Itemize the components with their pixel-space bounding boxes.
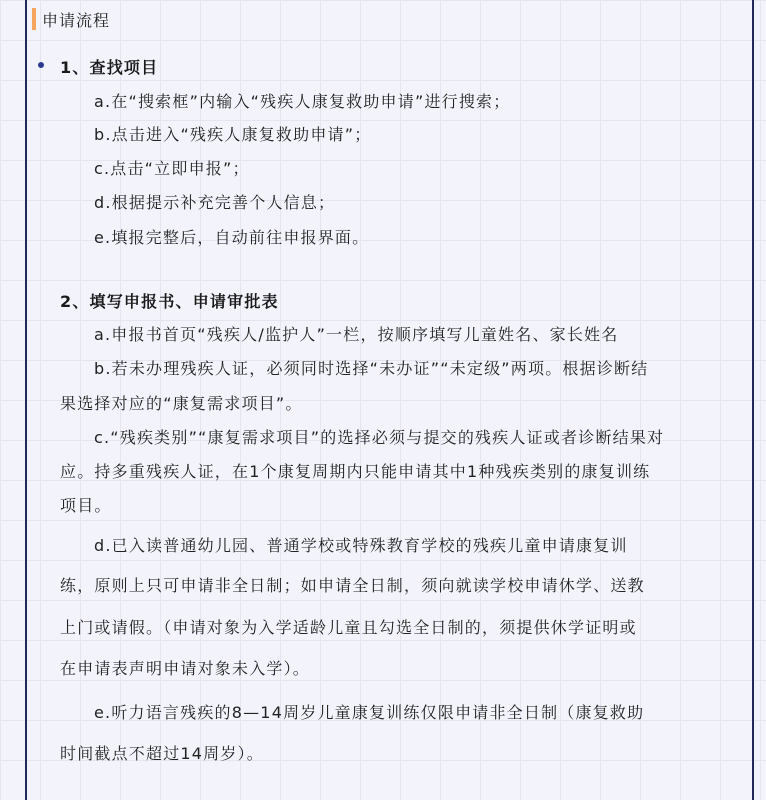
s2-line-d3: 上门或请假。（申请对象为入学适龄儿童且勾选全日制的，须提供休学证明或 [60, 618, 637, 637]
left-border [25, 0, 27, 800]
s1-line-c: c.点击“立即申报”； [94, 159, 250, 178]
section-1-title [60, 55, 158, 78]
s1-line-e: e.填报完整后，自动前往申报界面。 [94, 228, 370, 247]
section-1-title-text: 1、查找项目 [60, 58, 159, 77]
s2-line-d2: 练，原则上只可申请非全日制；如申请全日制，须向就读学校申请休学、送教 [60, 576, 645, 595]
bullet-icon [38, 62, 44, 68]
s2-line-e2: 时间截点不超过14周岁）。 [60, 744, 264, 763]
s1-line-a: a.在“搜索框”内输入“残疾人康复救助申请”进行搜索； [94, 92, 511, 111]
s2-line-c2: 应。持多重残疾人证，在1个康复周期内只能申请其中1种残疾类别的康复训练 [60, 462, 651, 481]
section-2-title: 2、填写申报书、申请审批表 [60, 292, 279, 311]
header-accent-bar [32, 8, 36, 30]
s2-line-c1: c.“残疾类别”“康复需求项目”的选择必须与提交的残疾人证或者诊断结果对 [94, 428, 665, 447]
s1-line-b: b.点击进入“残疾人康复救助申请”； [94, 125, 372, 144]
s2-line-a: a.申报书首页“残疾人/监护人”一栏，按顺序填写儿童姓名、家长姓名 [94, 325, 619, 344]
s2-line-b1: b.若未办理残疾人证，必须同时选择“未办证”“未定级”两项。根据诊断结 [94, 359, 649, 378]
section-header [28, 6, 110, 32]
s2-line-b2: 果选择对应的“康复需求项目”。 [60, 394, 303, 413]
right-border [752, 0, 754, 800]
s2-line-c3: 项目。 [60, 496, 112, 515]
s2-line-e1: e.听力语言残疾的8—14周岁儿童康复训练仅限申请非全日制（康复救助 [94, 703, 645, 722]
header-title: 申请流程 [42, 10, 111, 30]
s1-line-d: d.根据提示补充完善个人信息； [94, 193, 336, 212]
s2-line-d4: 在申请表声明申请对象未入学）。 [60, 659, 311, 678]
s2-line-d1: d.已入读普通幼儿园、普通学校或特殊教育学校的残疾儿童申请康复训 [94, 536, 628, 555]
